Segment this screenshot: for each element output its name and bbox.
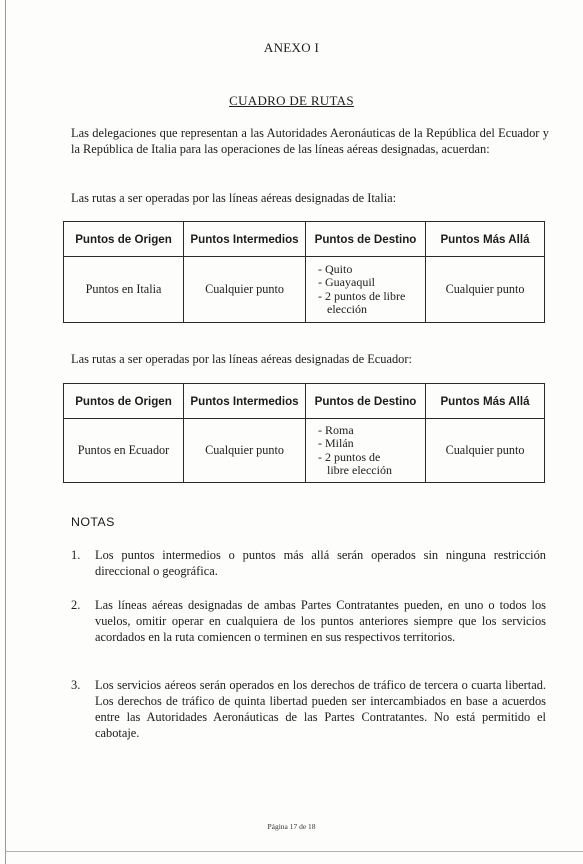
cell-destinations xyxy=(306,419,426,483)
cell-intermediate: Cualquier punto xyxy=(184,419,306,483)
italy-routes-caption: Las rutas a ser operadas por las líneas aéreas designadas de Italia: xyxy=(71,191,397,205)
destination-item: libre elección xyxy=(327,463,392,477)
table-header-row xyxy=(64,222,545,257)
table-row xyxy=(64,257,545,323)
ecuador-routes-caption: Las rutas a ser operadas por las líneas aéreas designadas de Ecuador: xyxy=(71,352,412,366)
table-row xyxy=(64,419,545,483)
note-item xyxy=(71,677,546,741)
destination-item: - Roma xyxy=(318,422,354,437)
header-beyond: Puntos Más Allá xyxy=(426,384,545,419)
header-destination: Puntos de Destino xyxy=(306,222,426,257)
notes-heading: NOTAS xyxy=(71,515,115,529)
note-number: 3. xyxy=(71,678,81,692)
destination-item: - 2 puntos de xyxy=(318,449,381,464)
note-text: Las líneas aéreas designadas de ambas Partes Contratantes pueden, en uno o todos los vuelos, omitir operar en cualquiera de los puntos anteriores siempre que los servicios acordados en la ruta comiencen o terminen en sus respectivos territorios. xyxy=(95,598,546,644)
note-text: Los servicios aéreos serán operados en los derechos de tráfico de tercera o cuarta libertad. Los derechos de tráfico de quinta libertad pueden ser intercambiados en base a acuerdos entre las Autoridades Aeronáuticas de las Partes Contratantes. No está permitido el cabotaje. xyxy=(95,678,546,740)
cell-beyond: Cualquier punto xyxy=(426,257,545,323)
destination-item: - 2 puntos de libre xyxy=(318,288,406,303)
ecuador-routes-table xyxy=(63,383,545,483)
cell-origin: Puntos en Italia xyxy=(64,257,184,323)
header-beyond: Puntos Más Allá xyxy=(426,222,545,257)
header-intermediate: Puntos Intermedios xyxy=(184,222,306,257)
page-left-edge xyxy=(5,0,6,864)
cell-destinations xyxy=(306,257,426,323)
italy-routes-table xyxy=(63,221,545,323)
cell-intermediate: Cualquier punto xyxy=(184,257,306,323)
page-bottom-edge xyxy=(5,851,583,852)
header-intermediate: Puntos Intermedios xyxy=(184,384,306,419)
table-header-row xyxy=(64,384,545,419)
note-item xyxy=(71,547,546,579)
header-destination: Puntos de Destino xyxy=(306,384,426,419)
page-title: CUADRO DE RUTAS xyxy=(229,93,354,108)
destination-item: - Milán xyxy=(318,436,354,450)
note-number: 1. xyxy=(71,548,81,562)
intro-paragraph: Las delegaciones que representan a las Autoridades Aeronáuticas de la República del Ecuador y la República de Italia para las operaciones de las líneas aéreas designadas, acuerdan: xyxy=(71,126,549,156)
cell-origin: Puntos en Ecuador xyxy=(64,419,184,483)
header-origin: Puntos de Origen xyxy=(64,384,184,419)
header-origin: Puntos de Origen xyxy=(64,222,184,257)
page-footer: Página 17 de 18 xyxy=(267,822,316,831)
note-item xyxy=(71,597,546,645)
note-number: 2. xyxy=(71,598,81,612)
annex-heading: ANEXO I xyxy=(263,40,320,55)
destination-item: - Guayaquil xyxy=(318,275,375,289)
destination-item: elección xyxy=(327,302,367,316)
note-text: Los puntos intermedios o puntos más allá serán operados sin ninguna restricción direccional o geográfica. xyxy=(95,548,546,578)
destination-item: - Quito xyxy=(318,261,353,276)
cell-beyond: Cualquier punto xyxy=(426,419,545,483)
